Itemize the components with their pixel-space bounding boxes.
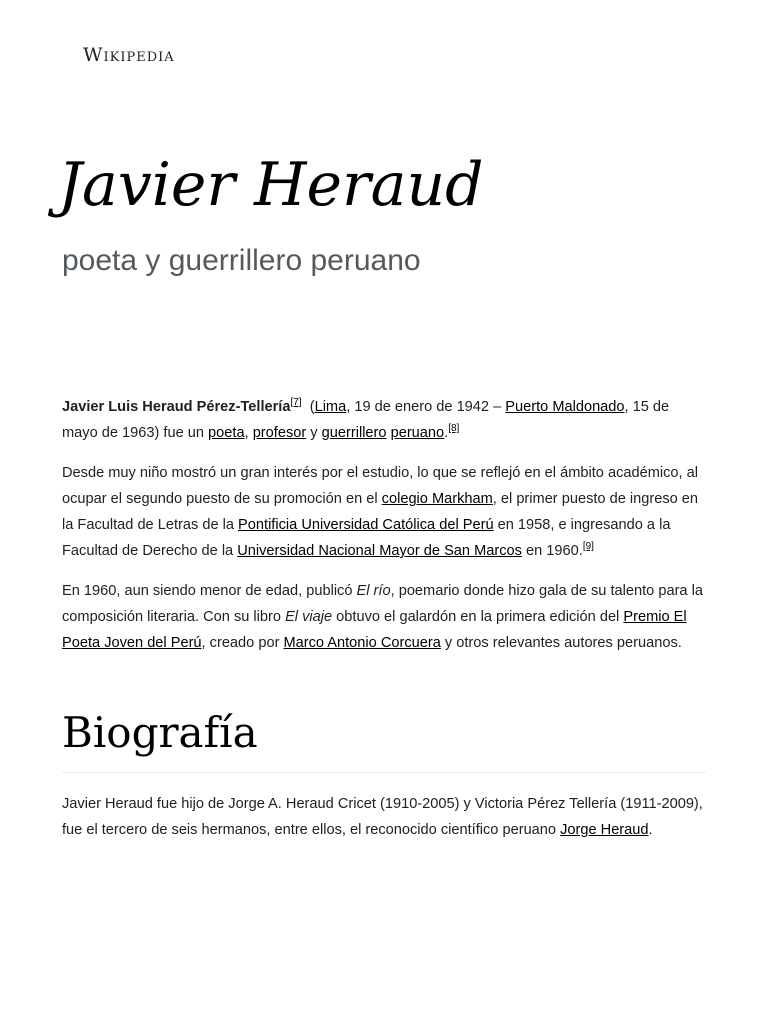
- book-el-rio: El río: [356, 583, 391, 599]
- markham-link[interactable]: colegio Markham: [381, 491, 493, 507]
- puerto-maldonado-link[interactable]: Puerto Maldonado: [505, 399, 625, 415]
- pucp-link[interactable]: Pontificia Universidad Católica del Perú: [238, 517, 494, 533]
- page-title: Javier Heraud: [58, 150, 484, 220]
- profesor-link[interactable]: profesor: [252, 425, 307, 441]
- book-el-viaje: El viaje: [285, 609, 333, 625]
- education-paragraph: Desde muy niño mostró un gran interés por el estudio, lo que se reflejó en el ámbito académico, al ocupar el segundo puesto de su promoción en el colegio Markham, el primer puesto de ingreso en la Facultad de Letras de la Pontificia Universidad Católica del Perú en 1958, e ingresando a la Facultad de Derecho de la Universidad Nacional Mayor de San Marcos en 1960.[9]: [62, 465, 699, 559]
- ref-9-link[interactable]: [9]: [582, 541, 594, 552]
- biography-paragraph: Javier Heraud fue hijo de Jorge A. Heraud Cricet (1910-2005) y Victoria Pérez Tellería (1911-2009), fue el tercero de seis hermanos, entre ellos, el reconocido científico peruano Jorge Heraud.: [62, 796, 703, 838]
- ref-7-link[interactable]: [7]: [290, 397, 302, 408]
- ref-8-link[interactable]: [8]: [448, 423, 460, 434]
- bold-name: Javier Luis Heraud Pérez-Tellería: [62, 399, 291, 415]
- poeta-link[interactable]: poeta: [208, 425, 245, 441]
- intro-paragraph: Javier Luis Heraud Pérez-Tellería[7] (Lima, 19 de enero de 1942 – Puerto Maldonado, 15 de mayo de 1963) fue un poeta, profesor y guerrillero peruano.[8]: [62, 397, 670, 441]
- lima-link[interactable]: Lima: [314, 399, 347, 415]
- section-heading-biografia: Biografía: [62, 708, 258, 757]
- article-body: [62, 394, 706, 857]
- wikipedia-logo[interactable]: Wikipedia: [83, 44, 175, 66]
- premio-link[interactable]: Premio El Poeta Joven del Perú: [62, 609, 687, 651]
- page-subtitle: poeta y guerrillero peruano: [62, 244, 421, 277]
- corcuera-link[interactable]: Marco Antonio Corcuera: [283, 635, 441, 651]
- peruano-link[interactable]: peruano: [390, 425, 445, 441]
- guerrillero-link[interactable]: guerrillero: [321, 425, 387, 441]
- unmsm-link[interactable]: Universidad Nacional Mayor de San Marcos: [237, 543, 522, 559]
- jorge-heraud-link[interactable]: Jorge Heraud: [560, 822, 649, 838]
- section-divider: [62, 772, 706, 773]
- works-paragraph: En 1960, aun siendo menor de edad, publicó El río, poemario donde hizo gala de su talento para la composición literaria. Con su libro El viaje obtuvo el galardón en la primera edición del Premio El Poeta Joven del Perú, creado por Marco Antonio Corcuera y otros relevantes autores peruanos.: [62, 583, 703, 651]
